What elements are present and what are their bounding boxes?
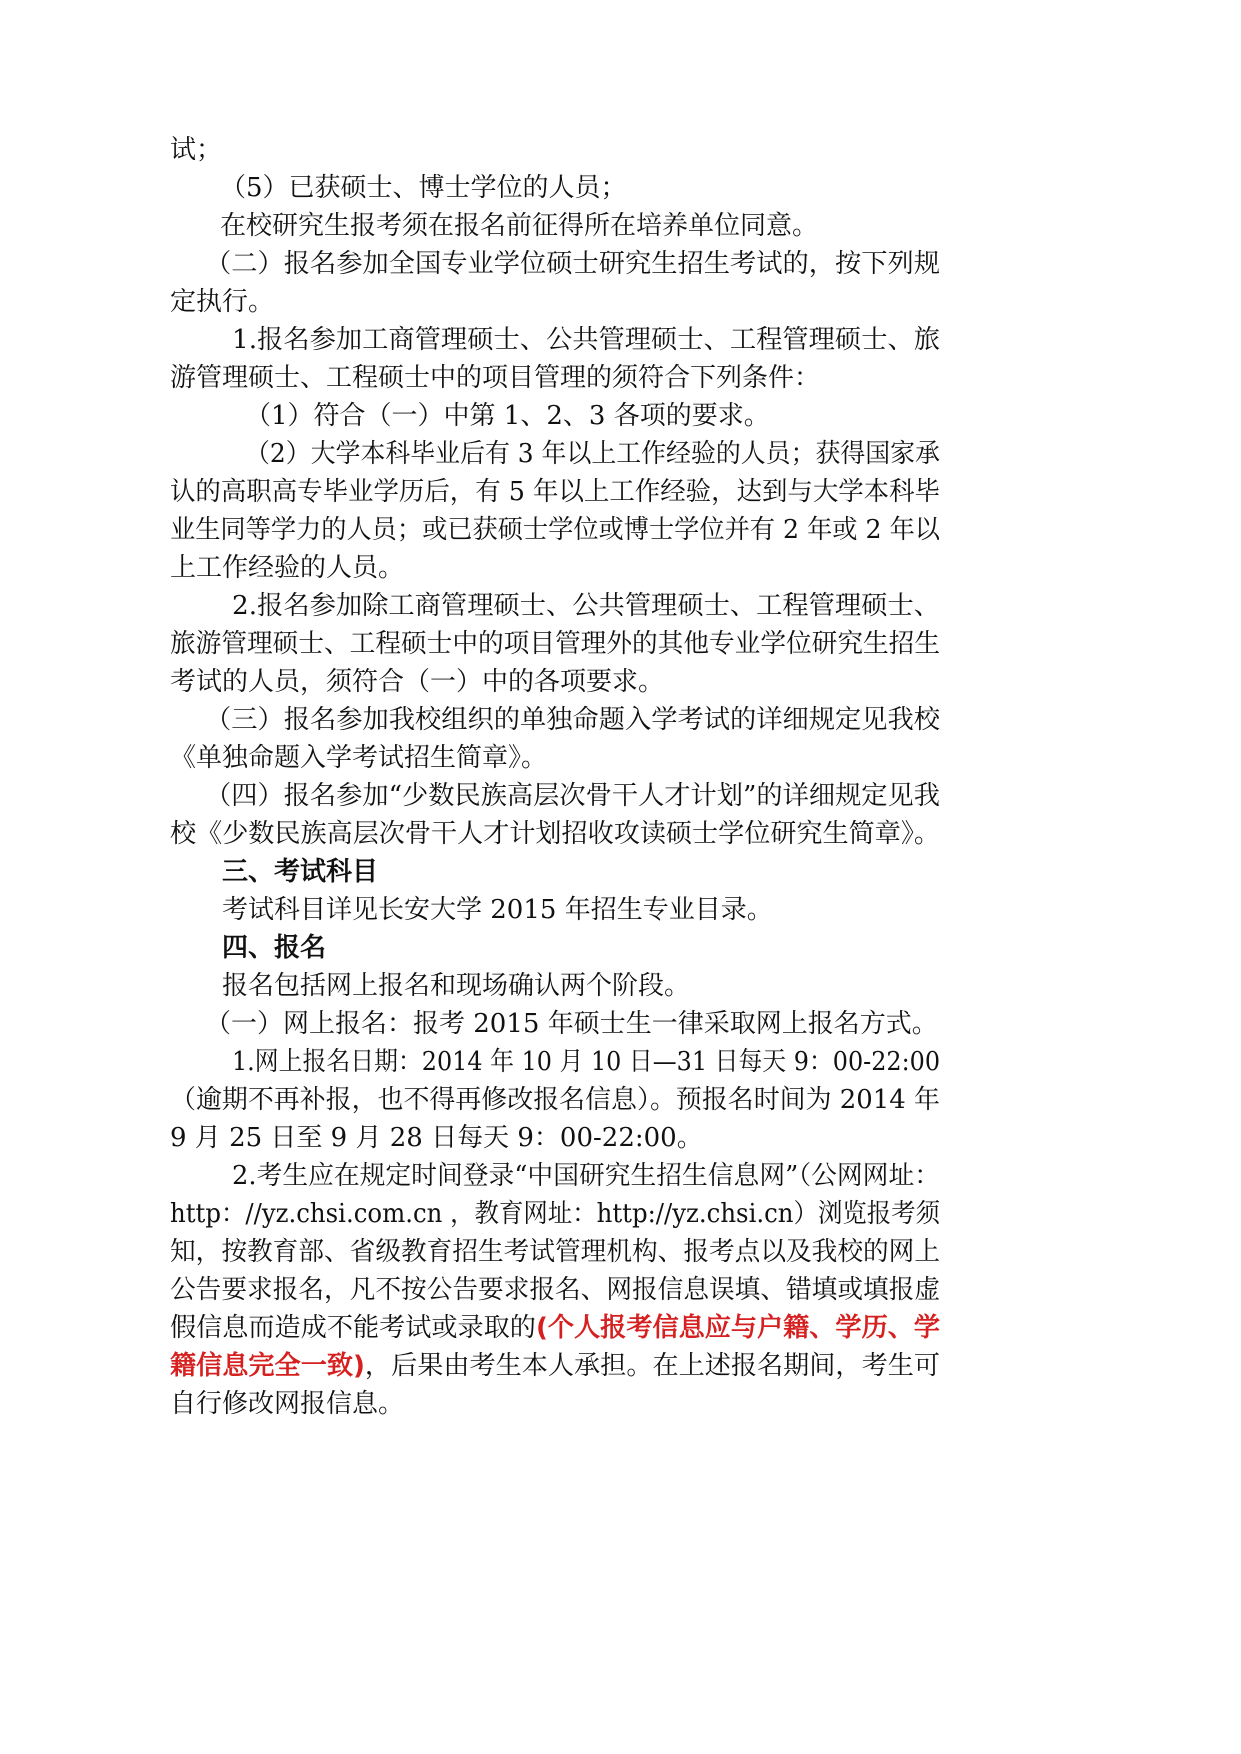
text-line-content xyxy=(170,1079,940,1121)
section-heading: 三、考试科目 xyxy=(222,857,379,887)
text-line-content xyxy=(205,699,940,741)
text-run: 自行修改网报信息。 xyxy=(170,1389,405,1419)
text-line-content xyxy=(222,965,690,1007)
text-line xyxy=(0,1193,1241,1235)
text-run: 在校研究生报考须在报名前征得所在培养单位同意。 xyxy=(220,211,819,241)
text-run: 游管理硕士、工程硕士中的项目管理的须符合下列条件： xyxy=(170,363,821,393)
text-run: 2.考生应在规定时间登录“中国研究生招生信息网”（公网网址： xyxy=(232,1161,940,1191)
text-run: （5）已获硕士、博士学位的人员； xyxy=(220,173,627,203)
text-line-content xyxy=(232,1041,940,1083)
text-line-content xyxy=(170,471,940,513)
text-line-content xyxy=(170,281,274,323)
text-run: 考试科目详见长安大学 2015 年招生专业目录。 xyxy=(222,895,773,925)
text-run: 2.报名参加除工商管理硕士、公共管理硕士、工程管理硕士、 xyxy=(232,591,940,621)
section-heading: 四、报名 xyxy=(222,933,327,963)
text-run: （2）大学本科毕业后有 3 年以上工作经验的人员；获得国家承 xyxy=(245,439,940,469)
text-run: 旅游管理硕士、工程硕士中的项目管理外的其他专业学位研究生招生 xyxy=(170,629,940,659)
text-line xyxy=(0,471,1241,513)
text-run: 9 月 25 日至 9 月 28 日每天 9：00-22:00。 xyxy=(170,1123,703,1153)
text-run: 考试的人员，须符合（一）中的各项要求。 xyxy=(170,667,665,697)
text-line xyxy=(0,1079,1241,1121)
text-line-content xyxy=(222,851,378,893)
text-run: （1）符合（一）中第 1、2、3 各项的要求。 xyxy=(245,401,770,431)
text-line-content xyxy=(170,1193,940,1235)
text-line xyxy=(0,927,1241,969)
text-line-content xyxy=(220,205,818,247)
text-line xyxy=(0,129,1241,171)
text-line xyxy=(0,661,1241,703)
text-line-content xyxy=(170,1383,404,1425)
text-run: 知，按教育部、省级教育招生考试管理机构、报考点以及我校的网上 xyxy=(170,1237,940,1267)
text-run: 《单独命题入学考试招生简章》。 xyxy=(170,743,548,773)
text-run: 业生同等学力的人员；或已获硕士学位或博士学位并有 2 年或 2 年以 xyxy=(170,515,940,545)
text-line-content xyxy=(205,1003,938,1045)
text-line-content xyxy=(222,889,773,931)
text-line xyxy=(0,205,1241,247)
text-run: ，后果由考生本人承担。在上述报名期间，考生可 xyxy=(364,1351,940,1381)
text-line-content xyxy=(170,129,222,171)
text-line xyxy=(0,281,1241,323)
text-run: （三）报名参加我校组织的单独命题入学考试的详细规定见我校 xyxy=(205,705,940,735)
text-run: 假信息而造成不能考试或录取的 xyxy=(170,1313,536,1343)
text-run: 报名包括网上报名和现场确认两个阶段。 xyxy=(222,971,691,1001)
text-run: （四）报名参加“少数民族高层次骨干人才计划”的详细规定见我 xyxy=(205,781,940,811)
text-line xyxy=(0,813,1241,855)
text-line xyxy=(0,547,1241,589)
text-line xyxy=(0,623,1241,665)
text-line xyxy=(0,357,1241,399)
text-line xyxy=(0,851,1241,893)
text-line xyxy=(0,243,1241,285)
highlighted-text: 籍信息完全一致) xyxy=(170,1351,365,1381)
text-line-content xyxy=(245,433,940,475)
text-line xyxy=(0,167,1241,209)
text-line xyxy=(0,1345,1241,1387)
text-line-content xyxy=(170,623,940,665)
text-line xyxy=(0,737,1241,779)
text-line-content xyxy=(245,395,770,437)
text-line xyxy=(0,509,1241,551)
text-run: 定执行。 xyxy=(170,287,275,317)
text-line-content xyxy=(170,1345,940,1387)
text-line xyxy=(0,1231,1241,1273)
text-line xyxy=(0,965,1241,1007)
text-line xyxy=(0,1307,1241,1349)
text-line xyxy=(0,889,1241,931)
text-line-content xyxy=(170,1307,940,1349)
text-run: 认的高职高专毕业学历后，有 5 年以上工作经验，达到与大学本科毕 xyxy=(170,477,940,507)
highlighted-text: (个人报考信息应与户籍、学历、学 xyxy=(535,1313,940,1343)
text-line-content xyxy=(170,1269,940,1311)
text-line-content xyxy=(170,357,820,399)
text-run: 试； xyxy=(170,135,223,165)
text-line xyxy=(0,585,1241,627)
text-line-content xyxy=(232,1155,940,1197)
text-line xyxy=(0,1383,1241,1425)
text-line-content xyxy=(205,243,940,285)
text-line xyxy=(0,319,1241,361)
text-line xyxy=(0,1269,1241,1311)
text-run: （逾期不再补报，也不得再修改报名信息）。预报名时间为 2014 年 xyxy=(170,1085,940,1115)
text-line-content xyxy=(170,1231,940,1273)
text-line-content xyxy=(170,813,940,855)
text-run: 1.报名参加工商管理硕士、公共管理硕士、工程管理硕士、旅 xyxy=(232,325,940,355)
text-line xyxy=(0,1003,1241,1045)
text-line-content xyxy=(170,737,547,779)
text-line xyxy=(0,1041,1241,1083)
text-line xyxy=(0,775,1241,817)
text-run: 校《少数民族高层次骨干人才计划招收攻读硕士学位研究生简章》。 xyxy=(170,819,940,849)
text-line-content xyxy=(170,547,404,589)
text-line-content xyxy=(170,1117,703,1159)
text-run: （一）网上报名：报考 2015 年硕士生一律采取网上报名方式。 xyxy=(205,1009,938,1039)
text-line-content xyxy=(222,927,326,969)
text-line xyxy=(0,699,1241,741)
text-run: （二）报名参加全国专业学位硕士研究生招生考试的，按下列规 xyxy=(205,249,940,279)
text-line-content xyxy=(220,167,627,209)
text-line xyxy=(0,433,1241,475)
text-line-content xyxy=(205,775,940,817)
text-line xyxy=(0,1117,1241,1159)
text-run: 上工作经验的人员。 xyxy=(170,553,405,583)
text-run: 1.网上报名日期：2014 年 10 月 10 日—31 日每天 9：00-22:00 xyxy=(232,1047,940,1077)
text-run: 公告要求报名，凡不按公告要求报名、网报信息误填、错填或填报虚 xyxy=(170,1275,940,1305)
text-run: http：//yz.chsi.com.cn ，教育网址：http://yz.chsi.cn）浏览报考须 xyxy=(170,1199,940,1229)
text-line-content xyxy=(232,319,940,361)
text-line-content xyxy=(170,509,940,551)
text-line xyxy=(0,1155,1241,1197)
text-line-content xyxy=(170,661,664,703)
text-line-content xyxy=(232,585,940,627)
text-line xyxy=(0,395,1241,437)
